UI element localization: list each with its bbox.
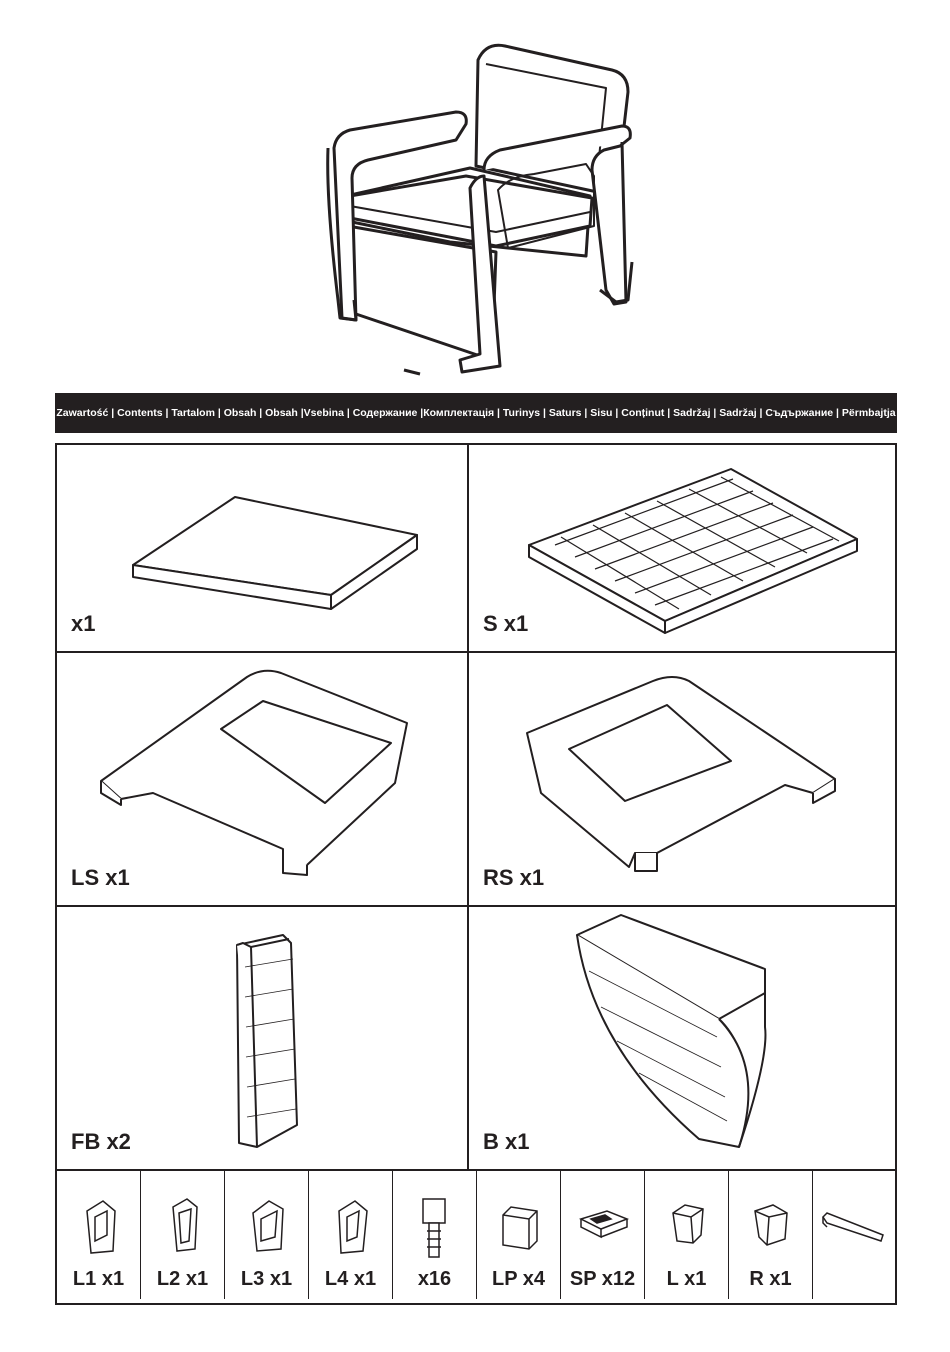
part-connector-l2 — [141, 1171, 225, 1299]
part-cushion — [57, 445, 467, 651]
right-cap-icon — [729, 1171, 813, 1271]
part-label: L4 x1 — [324, 1268, 377, 1290]
part-label: RS x1 — [483, 865, 545, 890]
part-label: SP x12 — [569, 1268, 636, 1290]
small-parts-row — [57, 1171, 895, 1305]
part-connector-l1 — [57, 1171, 141, 1299]
leg-pin-icon — [393, 1171, 477, 1271]
part-seat-pin — [561, 1171, 645, 1299]
part-seat-base — [469, 445, 895, 651]
allen-key-icon — [813, 1171, 895, 1271]
seat-pin-icon — [561, 1171, 645, 1271]
part-label: L1 x1 — [72, 1268, 125, 1290]
part-right-cap — [729, 1171, 813, 1299]
part-label: LP x4 — [492, 1268, 545, 1290]
part-label: L2 x1 — [156, 1268, 209, 1290]
part-label: R x1 — [749, 1268, 792, 1290]
part-leg-pin — [393, 1171, 477, 1299]
connector-l1-icon — [57, 1171, 141, 1271]
connector-l2-icon — [141, 1171, 225, 1271]
contents-banner: Zawartość | Contents | Tartalom | Obsah | Obsah |Vsebina | Содержание |Комплектація | Turinys | Saturs | Sisu | Conținut | Sadržaj | Sadržaj | Съдържание | Përmbajtja — [55, 393, 897, 433]
connector-l4-icon — [309, 1171, 393, 1271]
part-back — [469, 907, 895, 1169]
part-front-beam — [57, 907, 467, 1169]
leg-pad-icon — [477, 1171, 561, 1271]
left-cap-icon — [645, 1171, 729, 1271]
part-left-side — [57, 653, 467, 905]
armchair-illustration — [0, 0, 950, 390]
part-label: LS x1 — [71, 865, 130, 890]
part-label: S x1 — [483, 611, 529, 636]
part-label: x1 — [71, 611, 96, 636]
part-left-cap — [645, 1171, 729, 1299]
connector-l3-icon — [225, 1171, 309, 1271]
part-label: x16 — [417, 1268, 452, 1290]
part-connector-l4 — [309, 1171, 393, 1299]
part-right-side — [469, 653, 895, 905]
part-connector-l3 — [225, 1171, 309, 1299]
back-illustration — [469, 907, 895, 1169]
part-label: L3 x1 — [240, 1268, 293, 1290]
part-label: L x1 — [666, 1268, 707, 1290]
part-label: FB x2 — [71, 1129, 131, 1154]
part-leg-pad — [477, 1171, 561, 1299]
part-allen-key — [813, 1171, 895, 1299]
cushion-illustration — [57, 445, 467, 651]
parts-grid — [55, 443, 897, 1305]
part-label: B x1 — [483, 1129, 530, 1154]
seat-base-illustration — [469, 445, 895, 651]
